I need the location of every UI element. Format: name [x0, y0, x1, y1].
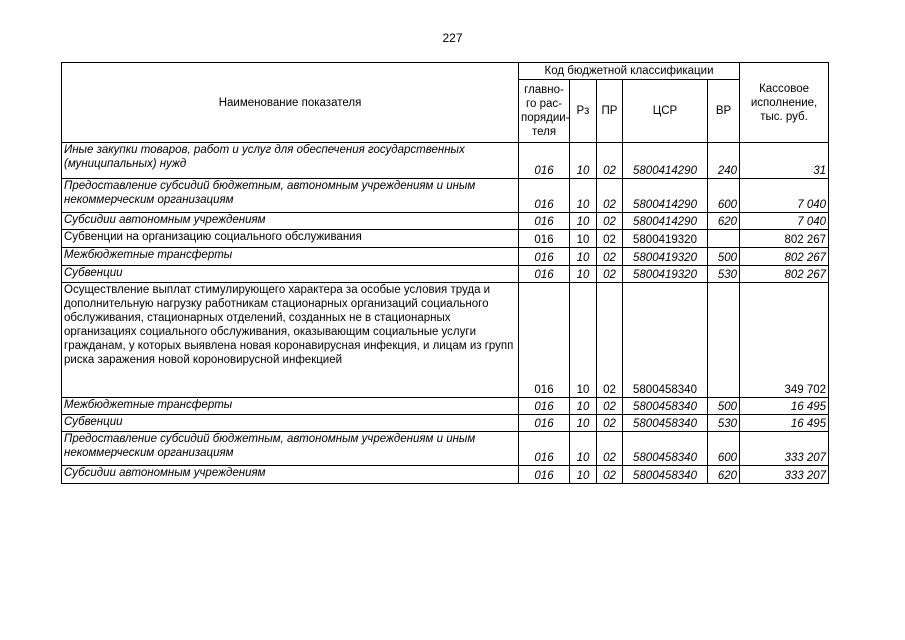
row-amount: 333 207 — [740, 466, 829, 484]
row-csr: 5800414290 — [623, 213, 708, 230]
row-amount: 802 267 — [740, 230, 829, 248]
row-vr: 500 — [708, 398, 740, 415]
row-vr: 240 — [708, 143, 740, 179]
row-grbs: 016 — [519, 415, 570, 432]
row-rz: 10 — [570, 432, 597, 466]
row-amount: 802 267 — [740, 266, 829, 283]
row-pr: 02 — [597, 432, 623, 466]
row-grbs: 016 — [519, 248, 570, 266]
row-name: Межбюджетные трансферты — [62, 398, 519, 415]
row-name: Субвенции — [62, 266, 519, 283]
header-csr: ЦСР — [623, 80, 708, 143]
row-grbs: 016 — [519, 283, 570, 398]
row-vr: 500 — [708, 248, 740, 266]
row-rz: 10 — [570, 415, 597, 432]
table-row — [62, 248, 829, 266]
table-row — [62, 432, 829, 466]
table-row — [62, 213, 829, 230]
row-name: Иные закупки товаров, работ и услуг для обеспечения государственных (муниципальных) нужд — [62, 143, 519, 179]
row-amount: 802 267 — [740, 248, 829, 266]
table-row — [62, 398, 829, 415]
row-vr: 620 — [708, 466, 740, 484]
row-name: Предоставление субсидий бюджетным, автономным учреждениям и иным некоммерческим организациям — [62, 432, 519, 466]
row-grbs: 016 — [519, 213, 570, 230]
row-grbs: 016 — [519, 230, 570, 248]
row-grbs: 016 — [519, 179, 570, 213]
row-vr — [708, 283, 740, 398]
row-rz: 10 — [570, 143, 597, 179]
row-amount: 349 702 — [740, 283, 829, 398]
table-row — [62, 179, 829, 213]
header-grbs: главно-го рас-порядии-теля — [519, 80, 570, 143]
row-pr: 02 — [597, 248, 623, 266]
row-csr: 5800458340 — [623, 415, 708, 432]
row-grbs: 016 — [519, 266, 570, 283]
row-grbs: 016 — [519, 143, 570, 179]
row-rz: 10 — [570, 230, 597, 248]
table-row — [62, 230, 829, 248]
row-name: Субсидии автономным учреждениям — [62, 466, 519, 484]
row-amount: 16 495 — [740, 398, 829, 415]
row-amount: 7 040 — [740, 179, 829, 213]
row-pr: 02 — [597, 143, 623, 179]
row-amount: 7 040 — [740, 213, 829, 230]
row-csr: 5800419320 — [623, 230, 708, 248]
row-csr: 5800458340 — [623, 466, 708, 484]
row-amount: 16 495 — [740, 415, 829, 432]
row-rz: 10 — [570, 266, 597, 283]
row-pr: 02 — [597, 266, 623, 283]
row-pr: 02 — [597, 398, 623, 415]
row-vr: 600 — [708, 432, 740, 466]
table-row — [62, 415, 829, 432]
table-row — [62, 143, 829, 179]
row-amount: 31 — [740, 143, 829, 179]
row-grbs: 016 — [519, 432, 570, 466]
row-pr: 02 — [597, 283, 623, 398]
table-row — [62, 283, 829, 398]
row-pr: 02 — [597, 466, 623, 484]
budget-execution-table — [61, 62, 829, 484]
row-pr: 02 — [597, 230, 623, 248]
row-amount: 333 207 — [740, 432, 829, 466]
row-name: Предоставление субсидий бюджетным, автономным учреждениям и иным некоммерческим организациям — [62, 179, 519, 213]
row-name: Субсидии автономным учреждениям — [62, 213, 519, 230]
row-vr: 530 — [708, 415, 740, 432]
row-csr: 5800458340 — [623, 398, 708, 415]
row-grbs: 016 — [519, 398, 570, 415]
row-csr: 5800419320 — [623, 266, 708, 283]
row-vr — [708, 230, 740, 248]
row-pr: 02 — [597, 213, 623, 230]
row-csr: 5800414290 — [623, 143, 708, 179]
row-name: Субвенции — [62, 415, 519, 432]
row-rz: 10 — [570, 398, 597, 415]
header-vr: ВР — [708, 80, 740, 143]
row-rz: 10 — [570, 283, 597, 398]
row-grbs: 016 — [519, 466, 570, 484]
row-rz: 10 — [570, 466, 597, 484]
page-number: 227 — [442, 31, 463, 45]
table-row — [62, 266, 829, 283]
row-rz: 10 — [570, 248, 597, 266]
row-pr: 02 — [597, 179, 623, 213]
row-rz: 10 — [570, 179, 597, 213]
row-rz: 10 — [570, 213, 597, 230]
row-name: Межбюджетные трансферты — [62, 248, 519, 266]
row-name: Осуществление выплат стимулирующего характера за особые условия труда и дополнительную нагрузку работникам стационарных организаций социального обслуживания, стационарных отделений, созданных не в стационарных организациях социального обслуживания, оказывающим социальные услуги гражданам, у которых выявлена новая коронавирусная инфекция, и лицам из групп риска заражения новой короновирусной инфекцией — [62, 283, 519, 398]
header-code-group: Код бюджетной классификации — [519, 63, 740, 80]
row-csr: 5800458340 — [623, 283, 708, 398]
row-pr: 02 — [597, 415, 623, 432]
header-pr: ПР — [597, 80, 623, 143]
header-name: Наименование показателя — [62, 63, 519, 143]
header-rz: Рз — [570, 80, 597, 143]
row-csr: 5800458340 — [623, 432, 708, 466]
header-amount: Кассовое исполнение, тыс. руб. — [740, 63, 829, 143]
row-vr: 530 — [708, 266, 740, 283]
table-row — [62, 466, 829, 484]
row-name: Субвенции на организацию социального обслуживания — [62, 230, 519, 248]
row-csr: 5800419320 — [623, 248, 708, 266]
row-vr: 620 — [708, 213, 740, 230]
row-csr: 5800414290 — [623, 179, 708, 213]
row-vr: 600 — [708, 179, 740, 213]
